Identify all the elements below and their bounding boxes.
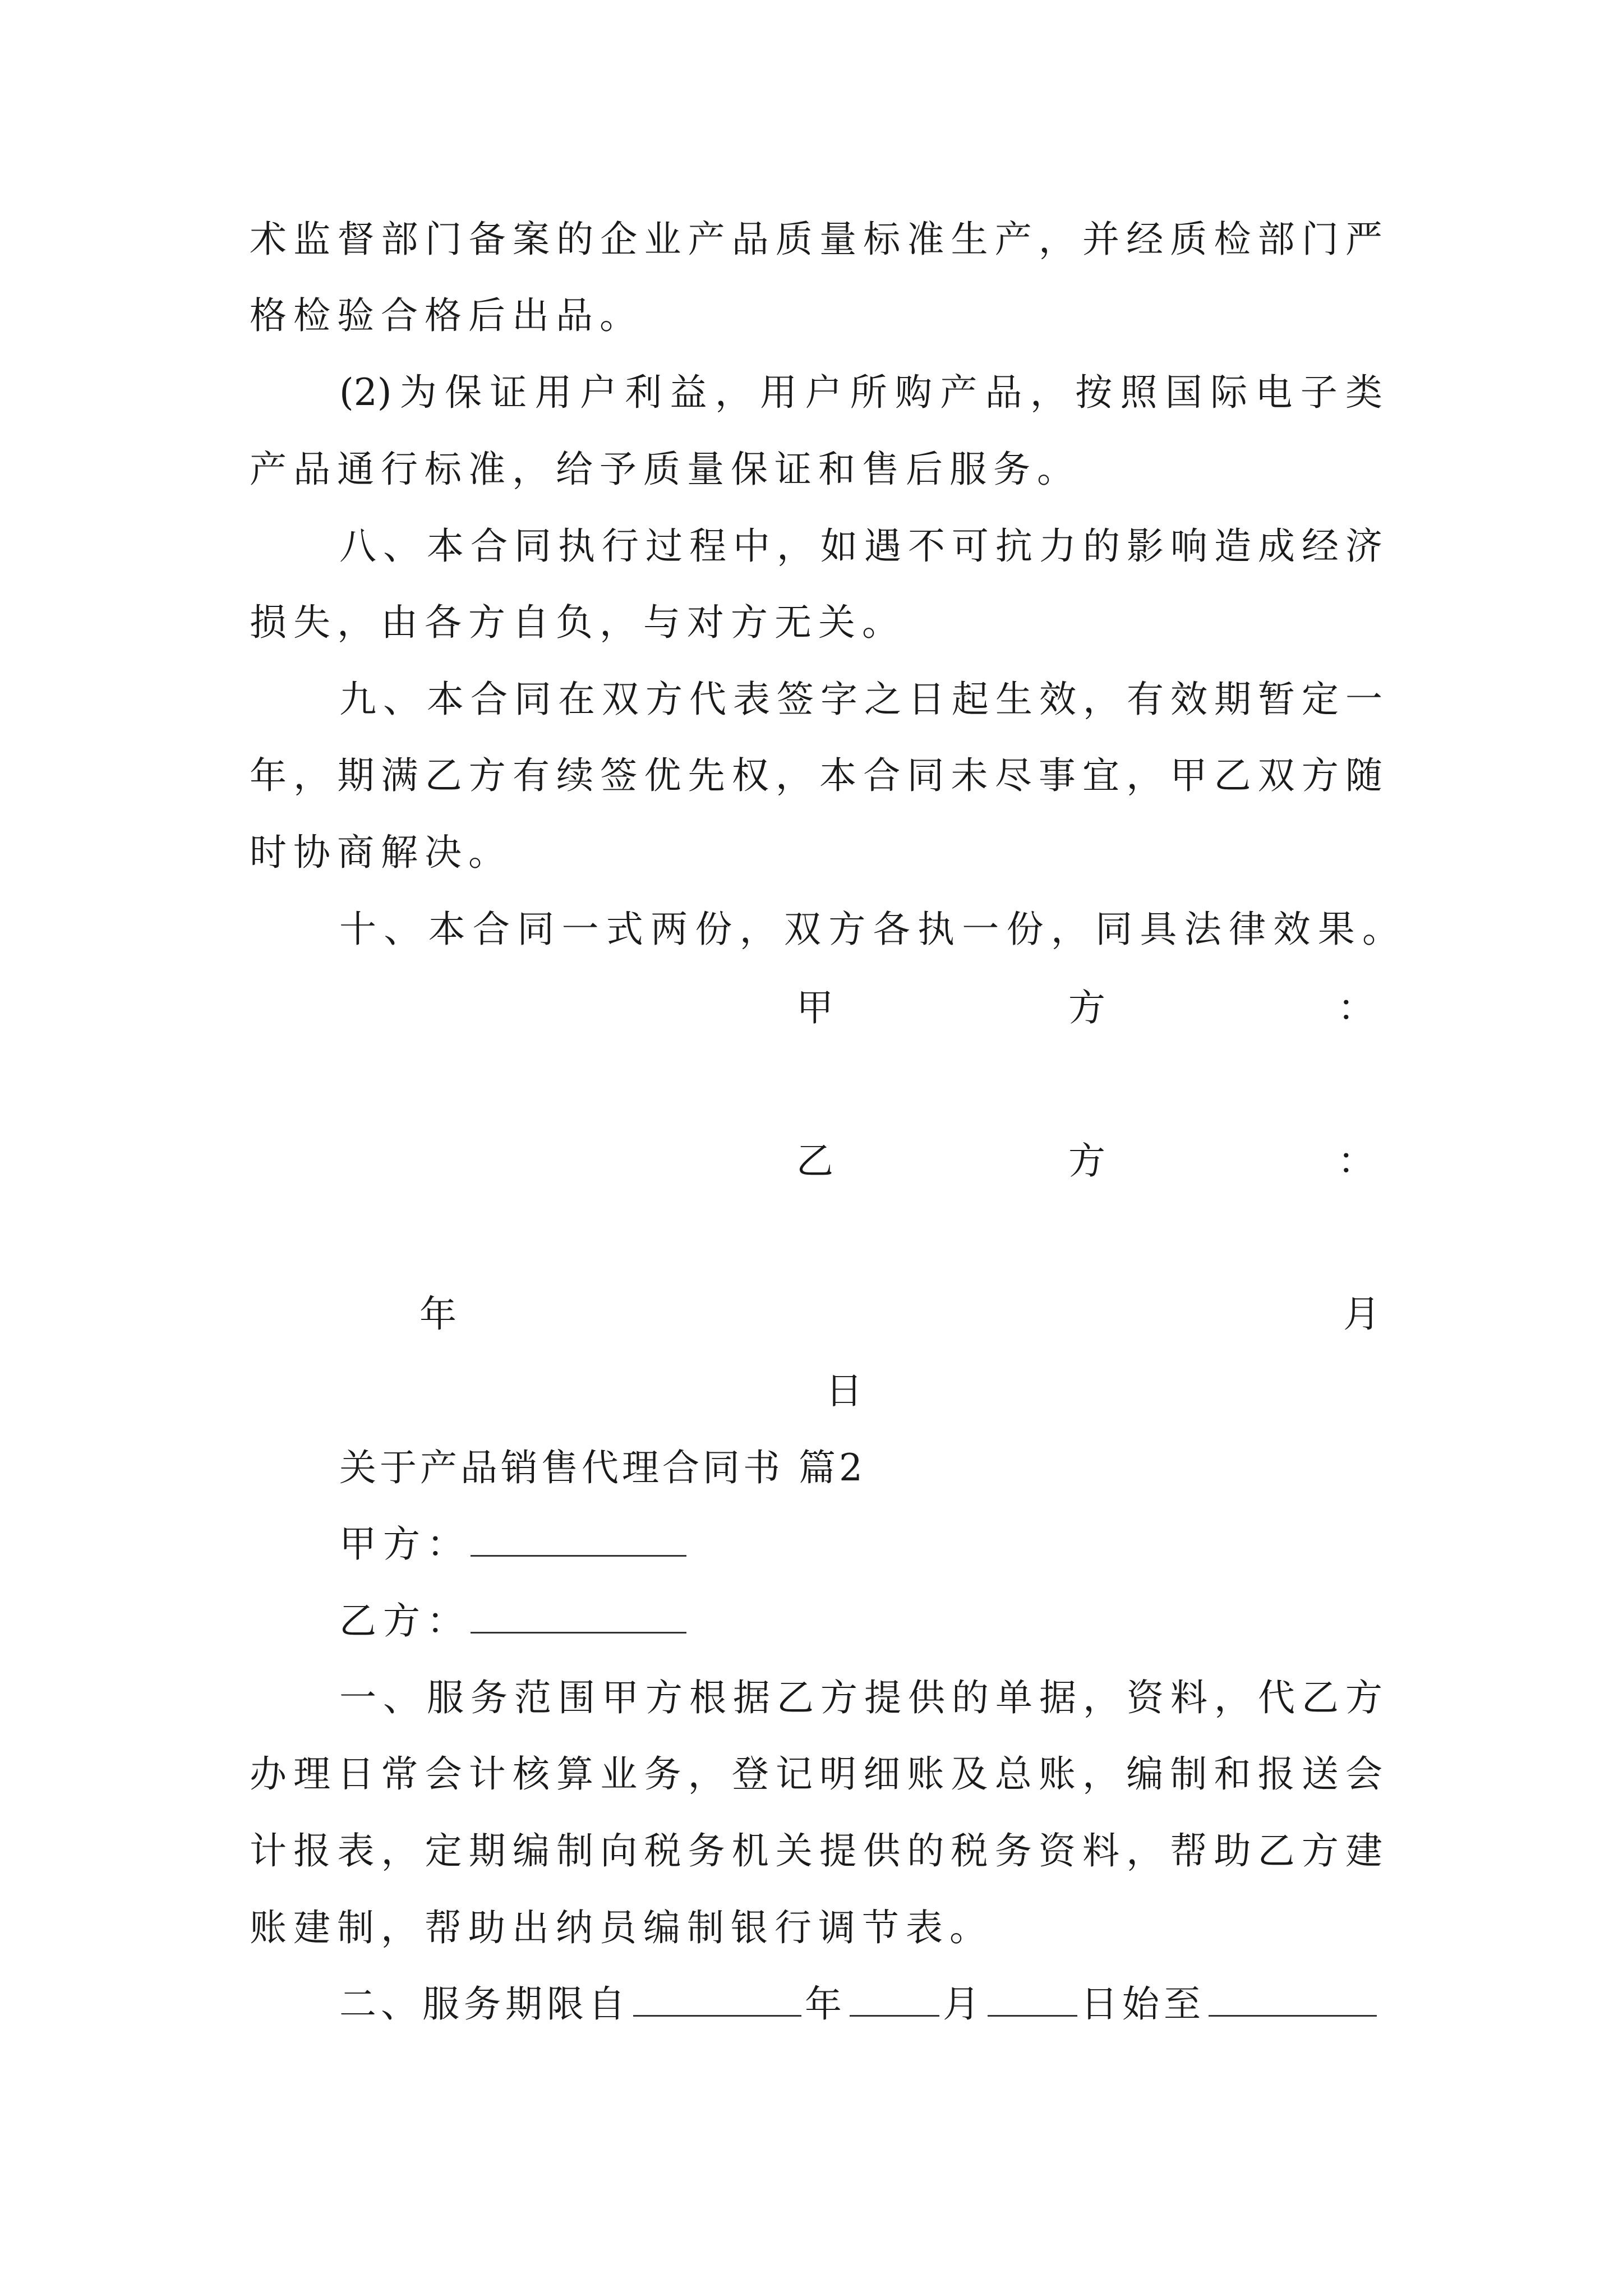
- body-line: 术监督部门备案的企业产品质量标准生产，并经质检部门严: [250, 218, 1382, 261]
- party-b-char: 乙: [796, 1139, 833, 1182]
- body-line: 产品通行标准，给予质量保证和售后服务。: [250, 448, 1081, 491]
- party-b-label: 乙方：: [339, 1599, 471, 1642]
- body-line: 格检验合格后出品。: [250, 294, 643, 337]
- service-period-prefix: 二、服务期限自: [339, 1982, 630, 2026]
- service-period-year: 年: [805, 1982, 846, 2026]
- party-b-line: [339, 1596, 1382, 1646]
- date-month: 月: [1343, 1292, 1380, 1336]
- start-day-blank: [988, 1982, 1077, 2017]
- clause-line: 一、服务范围甲方根据乙方提供的单据，资料，代乙方: [339, 1676, 1382, 1719]
- section-heading: 关于产品销售代理合同书 篇2: [339, 1446, 866, 1489]
- body-line: (2)为保证用户利益，用户所购产品，按照国际电子类: [339, 371, 1382, 414]
- clause-line: 账建制，帮助出纳员编制银行调节表。: [250, 1906, 993, 1949]
- clause-line: 办理日常会计核算业务，登记明细账及总账，编制和报送会: [250, 1752, 1382, 1796]
- party-a-char: 甲: [796, 986, 833, 1029]
- party-b-fang: 方: [1068, 1139, 1105, 1182]
- body-line: 年，期满乙方有续签优先权，本合同未尽事宜，甲乙双方随: [250, 754, 1382, 797]
- party-a-blank: [471, 1522, 686, 1557]
- body-line: 十、本合同一式两份，双方各执一份，同具法律效果。: [339, 908, 1399, 951]
- body-line: 八、本合同执行过程中，如遇不可抗力的影响造成经济: [339, 524, 1382, 568]
- start-year-blank: [633, 1982, 801, 2017]
- party-a-label: 甲方：: [339, 1522, 471, 1566]
- service-period-month: 月: [943, 1982, 984, 2026]
- body-line: 损失，由各方自负，与对方无关。: [250, 601, 906, 644]
- start-month-blank: [850, 1982, 939, 2017]
- service-period-to: 日始至: [1081, 1982, 1205, 2026]
- service-period-line: [339, 1979, 1382, 2030]
- body-line: 九、本合同在双方代表签字之日起生效，有效期暂定一: [339, 678, 1382, 721]
- party-a-fang: 方: [1068, 986, 1105, 1029]
- date-day: 日: [826, 1369, 863, 1412]
- end-year-blank: [1209, 1982, 1377, 2017]
- party-b-blank: [471, 1599, 686, 1634]
- date-year: 年: [419, 1292, 457, 1336]
- party-b-colon: ：: [1338, 1139, 1375, 1182]
- body-line: 时协商解决。: [250, 831, 512, 874]
- party-a-line: [339, 1519, 1382, 1570]
- party-a-colon: ：: [1338, 986, 1375, 1029]
- clause-line: 计报表，定期编制向税务机关提供的税务资料，帮助乙方建: [250, 1829, 1382, 1872]
